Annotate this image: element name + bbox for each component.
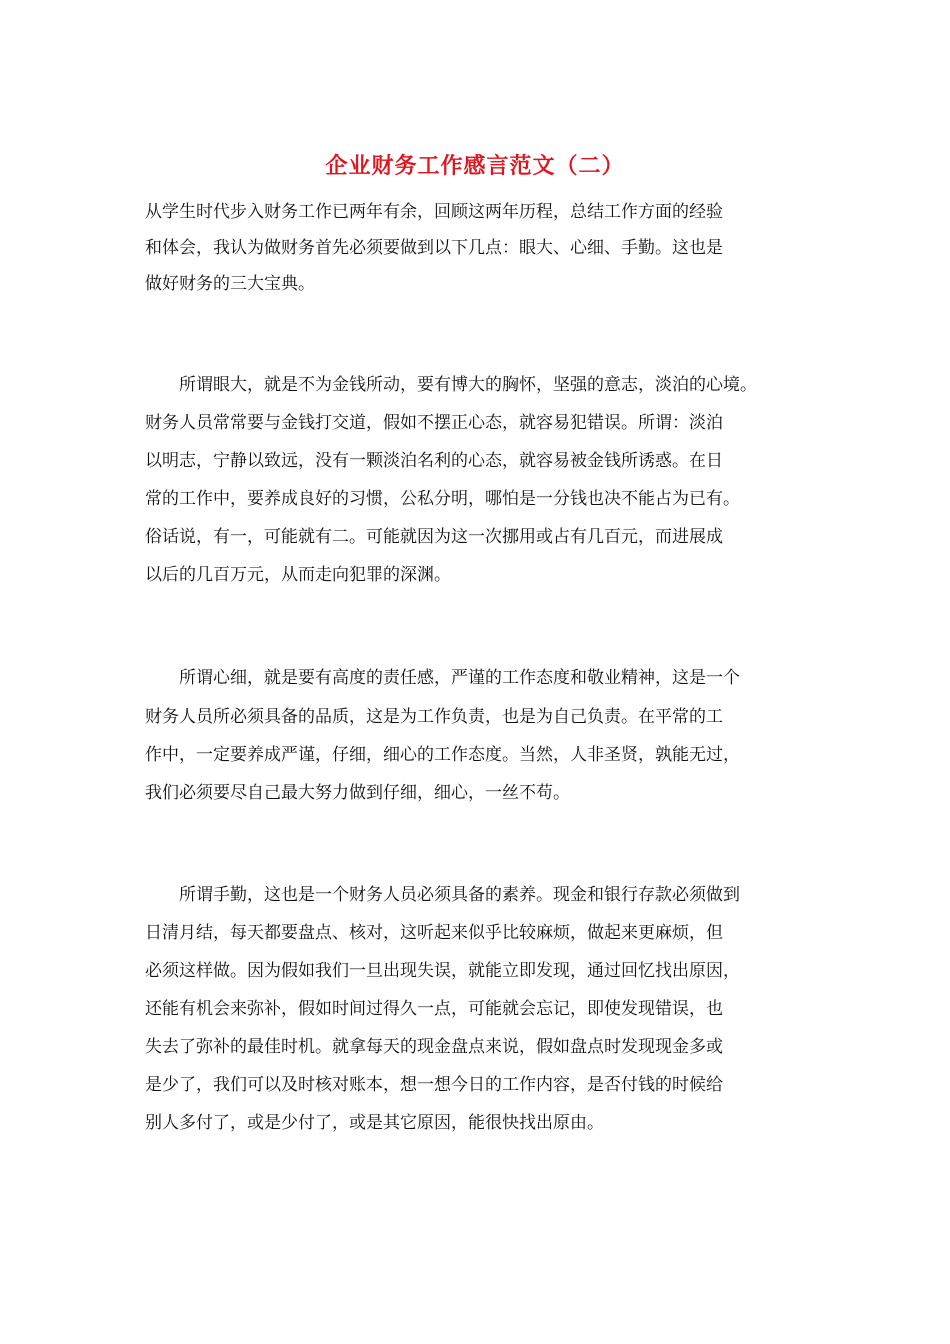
- paragraph-1-line-2: 和体会，我认为做财务首先必须要做到以下几点：眼大、心细、手勤。这也是: [145, 238, 723, 258]
- paragraph-4-line-3: 必须这样做。因为假如我们一旦出现失误，就能立即发现，通过回忆找出原因，: [145, 961, 740, 981]
- paragraph-2-line-3: 以明志，宁静以致远，没有一颗淡泊名利的心态，就容易被金钱所诱惑。在日: [145, 451, 723, 471]
- paragraph-2-line-4: 常的工作中，要养成良好的习惯，公私分明，哪怕是一分钱也决不能占为已有。: [145, 489, 740, 509]
- paragraph-2-line-1: 所谓眼大，就是不为金钱所动，要有博大的胸怀，坚强的意志，淡泊的心境。: [145, 375, 757, 395]
- paragraph-3-line-1: 所谓心细，就是要有高度的责任感，严谨的工作态度和敬业精神，这是一个: [145, 668, 740, 688]
- paragraph-2-line-5: 俗话说，有一，可能就有二。可能就因为这一次挪用或占有几百元，而进展成: [145, 527, 723, 547]
- paragraph-2-line-6: 以后的几百万元，从而走向犯罪的深渊。: [145, 565, 451, 585]
- paragraph-4-line-2: 日清月结，每天都要盘点、核对，这听起来似乎比较麻烦，做起来更麻烦，但: [145, 923, 723, 943]
- paragraph-4-line-7: 别人多付了，或是少付了，或是其它原因，能很快找出原由。: [145, 1113, 604, 1133]
- paragraph-3-line-4: 我们必须要尽自己最大努力做到仔细，细心，一丝不苟。: [145, 783, 570, 803]
- paragraph-4-line-1: 所谓手勤，这也是一个财务人员必须具备的素养。现金和银行存款必须做到: [145, 885, 740, 905]
- paragraph-3-line-3: 作中，一定要养成严谨，仔细，细心的工作态度。当然，人非圣贤，孰能无过，: [145, 745, 740, 765]
- paragraph-3-line-2: 财务人员所必须具备的品质，这是为工作负责，也是为自己负责。在平常的工: [145, 707, 723, 727]
- paragraph-1-line-3: 做好财务的三大宝典。: [145, 274, 315, 294]
- paragraph-4-line-4: 还能有机会来弥补，假如时间过得久一点，可能就会忘记，即使发现错误，也: [145, 999, 723, 1019]
- paragraph-2-line-2: 财务人员常常要与金钱打交道，假如不摆正心态，就容易犯错误。所谓：淡泊: [145, 413, 723, 433]
- paragraph-1-line-1: 从学生时代步入财务工作已两年有余，回顾这两年历程，总结工作方面的经验: [145, 202, 723, 222]
- paragraph-4-line-5: 失去了弥补的最佳时机。就拿每天的现金盘点来说，假如盘点时发现现金多或: [145, 1037, 723, 1057]
- paragraph-4-line-6: 是少了，我们可以及时核对账本，想一想今日的工作内容，是否付钱的时候给: [145, 1075, 723, 1095]
- document-title: 企业财务工作感言范文（二）: [325, 153, 625, 179]
